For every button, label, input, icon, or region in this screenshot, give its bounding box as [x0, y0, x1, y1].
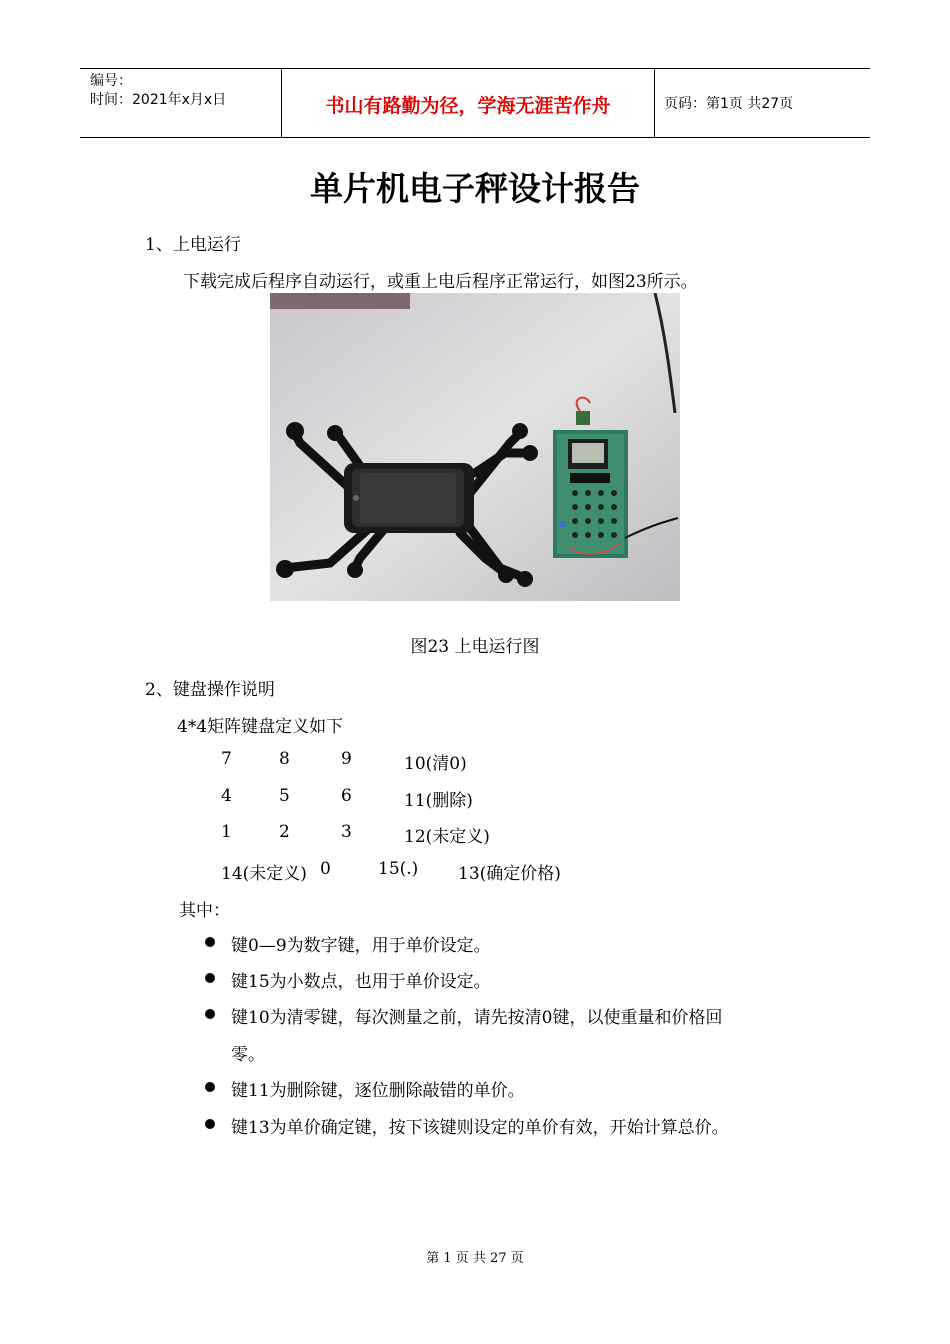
document-title: 单片机电子秤设计报告 [310, 169, 640, 208]
keypad-cell: 10(清0) [404, 754, 467, 774]
list-item: 键13为单价确定键，按下该键则设定的单价有效，开始计算总价。 [231, 1118, 729, 1138]
page-footer: 第 1 页 共 27 页 [426, 1251, 524, 1266]
figure-23-photo [270, 293, 680, 601]
list-item-continuation: 零。 [231, 1045, 265, 1065]
time-label: 时间：2021年x月x日 [90, 92, 227, 108]
header-motto: 书山有路勤为径，学海无涯苦作舟 [325, 95, 611, 117]
section1-heading: 1、上电运行 [145, 235, 241, 255]
bullet-icon [205, 1082, 215, 1092]
keypad-cell: 14(未定义) [221, 864, 307, 884]
bullet-icon [205, 973, 215, 983]
list-item: 键0—9为数字键，用于单价设定。 [231, 936, 491, 956]
bullet-icon [205, 1119, 215, 1129]
section1-paragraph: 下载完成后程序自动运行，或重上电后程序正常运行，如图23所示。 [183, 272, 698, 292]
code-label: 编号： [90, 73, 132, 89]
list-item: 键11为删除键，逐位删除敲错的单价。 [231, 1081, 525, 1101]
keypad-cell: 2 [279, 822, 290, 842]
keypad-cell: 1 [221, 822, 232, 842]
list-item: 键10为清零键，每次测量之前，请先按清0键，以使重量和价格回 [231, 1008, 723, 1028]
header-left-cell [90, 72, 226, 110]
keypad-cell: 13(确定价格) [458, 864, 561, 884]
keypad-cell: 4 [221, 786, 232, 806]
photo-illustration [270, 293, 680, 601]
header-page-info: 页码：第1页 共27页 [664, 96, 794, 112]
keypad-cell: 15(.) [378, 859, 419, 879]
keypad-cell: 5 [279, 786, 290, 806]
keypad-cell: 3 [341, 822, 352, 842]
keypad-cell: 0 [320, 859, 331, 879]
keypad-cell: 11(删除) [404, 791, 473, 811]
list-item: 键15为小数点，也用于单价设定。 [231, 972, 491, 992]
figure-caption: 图23 上电运行图 [410, 637, 540, 657]
keypad-cell: 7 [221, 749, 232, 769]
header-table [80, 68, 870, 138]
keypad-intro: 4*4矩阵键盘定义如下 [177, 717, 344, 737]
keypad-cell: 12(未定义) [404, 827, 490, 847]
keypad-cell: 6 [341, 786, 352, 806]
keypad-cell: 8 [279, 749, 290, 769]
section2-heading: 2、键盘操作说明 [145, 680, 275, 700]
bullet-icon [205, 1009, 215, 1019]
bullet-icon [205, 937, 215, 947]
where-label: 其中： [179, 901, 230, 921]
header-divider [654, 69, 655, 137]
keypad-cell: 9 [341, 749, 352, 769]
